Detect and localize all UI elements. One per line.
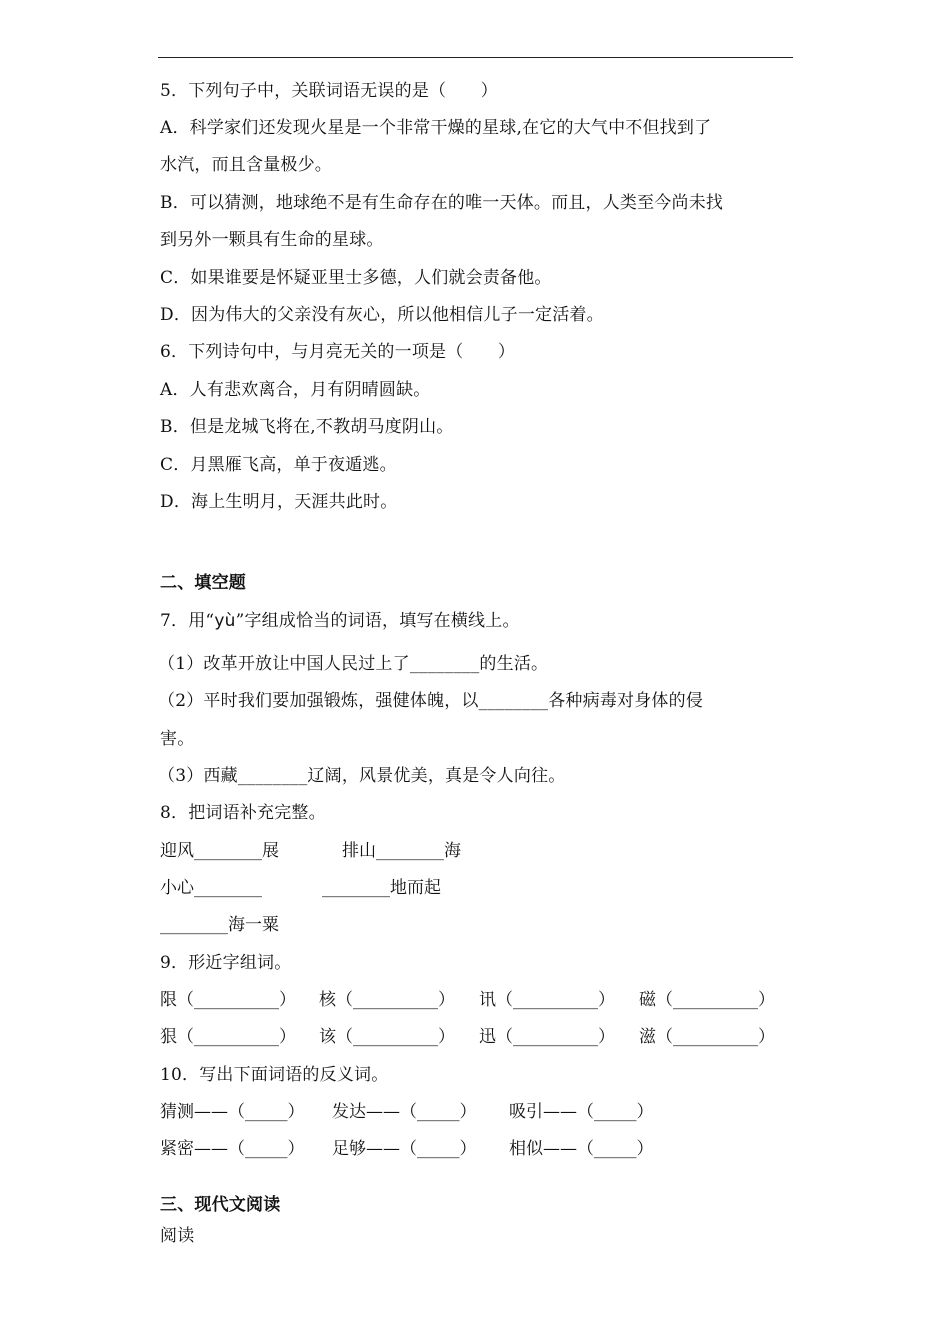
q8-stem: 8．把词语补充完整。 <box>160 803 326 823</box>
header-rule <box>158 57 793 58</box>
q8-word-2: 排山________海 <box>342 841 461 861</box>
q7-stem-pre: 7．用“ <box>160 611 215 631</box>
section-3-title: 三、现代文阅读 <box>160 1195 281 1215</box>
q5-option-b-line2: 到另外一颗具有生命的星球。 <box>160 230 384 250</box>
q8-word-5: ________海一粟 <box>160 915 279 935</box>
q7-sentence-3: （3）西藏________辽阔，风景优美，真是令人向往。 <box>158 766 566 786</box>
q6-option-b: B．但是龙城飞将在,不教胡马度阴山。 <box>160 417 454 437</box>
q9-item: 磁（__________） <box>639 990 775 1010</box>
q9-stem: 9．形近字组词。 <box>160 953 292 973</box>
q10-item: 紧密——（_____） <box>160 1139 305 1159</box>
q10-item: 发达——（_____） <box>332 1102 477 1122</box>
section-3-subtitle: 阅读 <box>160 1226 195 1246</box>
q10-item: 吸引——（_____） <box>509 1102 654 1122</box>
q9-item: 迅（__________） <box>479 1027 615 1047</box>
q9-item: 狠（__________） <box>160 1027 296 1047</box>
q6-option-d: D．海上生明月，天涯共此时。 <box>160 492 398 512</box>
section-2-title: 二、填空题 <box>160 573 246 593</box>
q6-stem: 6．下列诗句中，与月亮无关的一项是（ ） <box>160 342 516 362</box>
q10-stem: 10．写出下面词语的反义词。 <box>160 1065 389 1085</box>
q9-item: 滋（__________） <box>639 1027 775 1047</box>
q8-word-4: ________地而起 <box>322 878 441 898</box>
q6-option-c: C．月黑雁飞高，单于夜遁逃。 <box>160 455 397 475</box>
q7-stem-post: ”字组成恰当的词语，填写在横线上。 <box>235 611 520 631</box>
q7-stem <box>160 610 520 632</box>
q7-sentence-2-line2: 害。 <box>160 729 195 749</box>
q5-option-b-line1: B．可以猜测，地球绝不是有生命存在的唯一天体。而且，人类至今尚未找 <box>160 193 724 213</box>
q5-option-a-line2: 水汽，而且含量极少。 <box>160 155 332 175</box>
q10-item: 足够——（_____） <box>332 1139 477 1159</box>
q8-word-3: 小心________ <box>160 878 262 898</box>
q7-pinyin: yù <box>214 611 236 631</box>
q5-option-c: C．如果谁要是怀疑亚里士多德，人们就会责备他。 <box>160 268 552 288</box>
q10-item: 相似——（_____） <box>509 1139 654 1159</box>
q5-option-d: D．因为伟大的父亲没有灰心，所以他相信儿子一定活着。 <box>160 305 604 325</box>
q9-item: 该（__________） <box>319 1027 455 1047</box>
q6-option-a: A．人有悲欢离合，月有阴晴圆缺。 <box>160 380 431 400</box>
q9-item: 限（__________） <box>160 990 296 1010</box>
q8-word-1: 迎风________展 <box>160 841 279 861</box>
q7-sentence-2-line1: （2）平时我们要加强锻炼，强健体魄，以________各种病毒对身体的侵 <box>158 691 704 711</box>
q5-stem: 5．下列句子中，关联词语无误的是（ ） <box>160 81 498 101</box>
q9-item: 讯（__________） <box>479 990 615 1010</box>
q9-item: 核（__________） <box>319 990 455 1010</box>
q5-option-a-line1: A．科学家们还发现火星是一个非常干燥的星球,在它的大气中不但找到了 <box>160 118 712 138</box>
q10-item: 猜测——（_____） <box>160 1102 305 1122</box>
q7-sentence-1: （1）改革开放让中国人民过上了________的生活。 <box>158 654 549 674</box>
